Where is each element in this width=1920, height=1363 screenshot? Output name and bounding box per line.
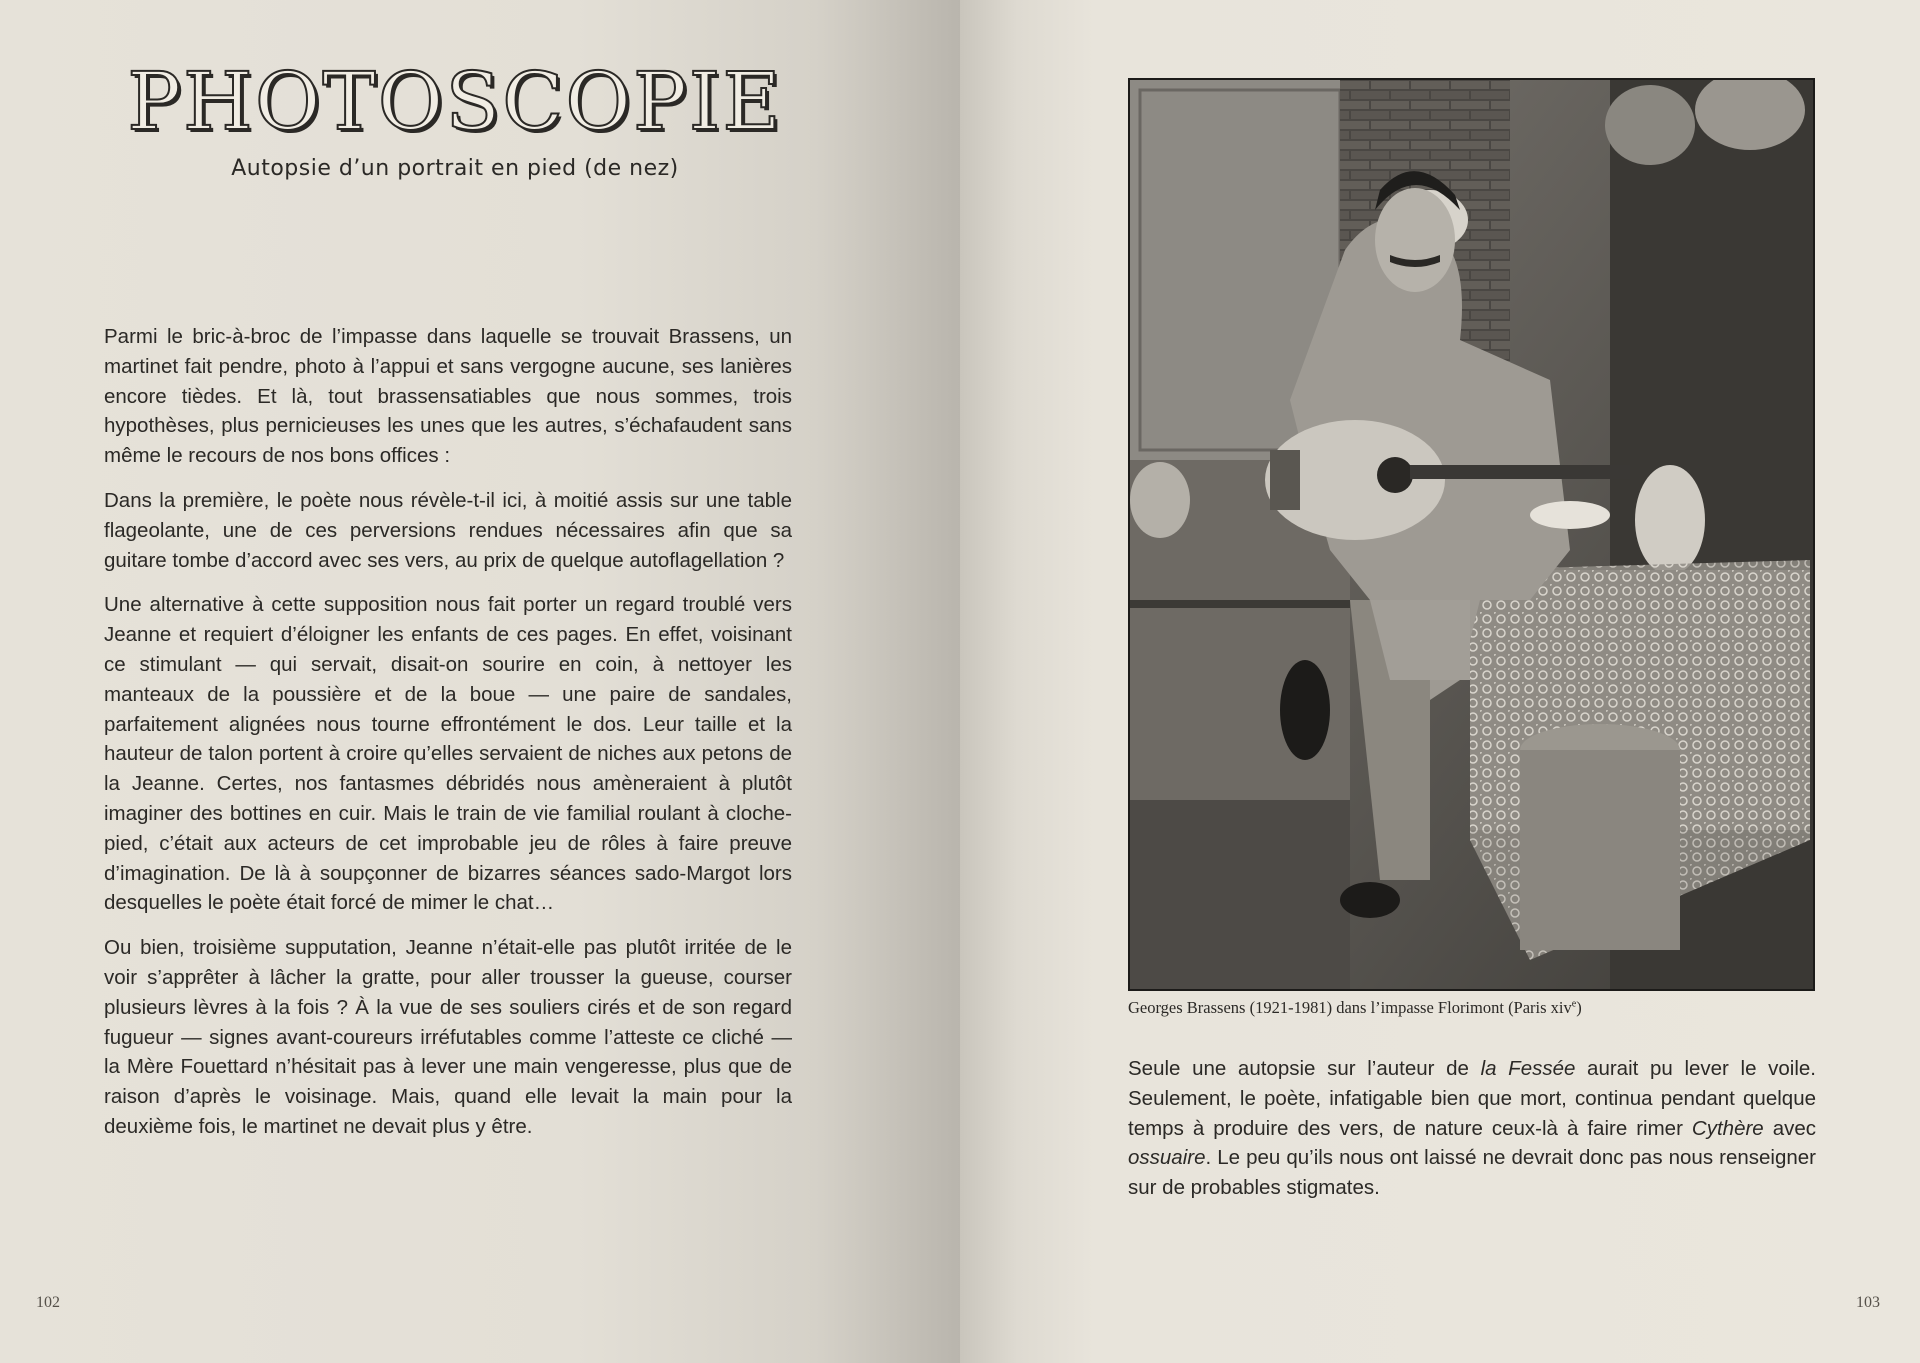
page-number-right: 103 — [1856, 1294, 1880, 1311]
para-segment-1: Seule une autopsie sur l’auteur de — [1128, 1057, 1481, 1080]
paragraph-intro: Parmi le bric-à-broc de l’impasse dans laquelle se trouvait Brassens, un martinet fait pendre, photo à l’appui et sans vergogne aucune, ses lanières encore tièdes. Et là, tout brassensatiables que nous sommes, trois hypothèses, plus pernicieuses les unes que les autres, s’échafaudent sans même le recours de nos bons offices : — [104, 325, 792, 468]
page-number-left: 102 — [36, 1294, 60, 1311]
para-segment-4: . Le peu qu’ils nous ont laissé ne devrait donc pas nous renseigner sur de probables stigmates. — [1128, 1146, 1816, 1200]
word-cythere: Cythère — [1691, 1116, 1764, 1140]
caption-close-paren: ) — [1576, 998, 1582, 1017]
caption-superscript: e — [1571, 998, 1577, 1010]
paragraph-autopsy — [1128, 1054, 1816, 1203]
photo-illustration — [1130, 80, 1813, 989]
paragraph-third-hypothesis: Ou bien, troisième supputation, Jeanne n’était-elle pas plutôt irritée de le voir s’apprêter à lâcher la gratte, pour aller trousser la gueuse, courser plusieurs lèvres à la fois ? À la vue de ses souliers cirés et de son regard fugueur — signes avant-coureurs irréfutables comme l’atteste ce cliché — la Mère Fouettard n’hésitait pas à lever une main vengeresse, plus que de raison d’après le voisinage. Mais, quand elle levait la main pour la deuxième fois, le martinet ne devait plus y être. — [104, 936, 792, 1138]
paragraph-second-hypothesis: Une alternative à cette supposition nous fait porter un regard troublé vers Jeanne et requiert d’éloigner les enfants de ces pages. En effet, voisinant ce stimulant — qui servait, disait-on sourire en coin, à nettoyer les manteaux de la poussière et de la boue — une paire de sandales, parfaitement alignées nous tourne effrontément le dos. Leur taille et la hauteur de talon portent à croire qu’elles servaient de niches aux petons de la Jeanne. Certes, nos fantasmes débridés nous amèneraient à plutôt imaginer des bottines en cuir. Mais le train de vie familial roulant à cloche-pied, c’était aux acteurs de cet improbable jeu de rôles à faire preuve d’imagination. De là à soupçonner de bizarres séances sado-Margot lors desquelles le poète était forcé de mimer le chat… — [104, 593, 792, 915]
page-subtitle: Autopsie d’un portrait en pied (de nez) — [231, 156, 679, 181]
paragraph-first-hypothesis: Dans la première, le poète nous révèle-t-il ici, à moitié assis sur une table flageolante, une de ces perversions rendues nécessaires afin que sa guitare tombe d’accord avec ses vers, au prix de quelque autoflagellation ? — [104, 488, 792, 572]
para-segment-2: aurait pu lever le voile. Seulement, le poète, infatigable bien que mort, continua pendant quelque temps à produire des vers, de nature ceux-là à faire rimer — [1128, 1057, 1816, 1140]
left-body-text — [104, 322, 792, 1157]
para-segment-3: avec — [1763, 1116, 1817, 1140]
page-title: PHOTOSCOPIE — [127, 55, 783, 148]
brassens-photo — [1128, 78, 1815, 991]
right-body-text — [1128, 1054, 1816, 1218]
caption-text: Georges Brassens (1921-1981) dans l’impasse Florimont (Paris xiv — [1128, 998, 1572, 1017]
song-title-la-fessee: la Fessée — [1480, 1057, 1576, 1080]
photo-caption — [1128, 998, 1828, 1018]
word-ossuaire: ossuaire — [1128, 1146, 1206, 1170]
